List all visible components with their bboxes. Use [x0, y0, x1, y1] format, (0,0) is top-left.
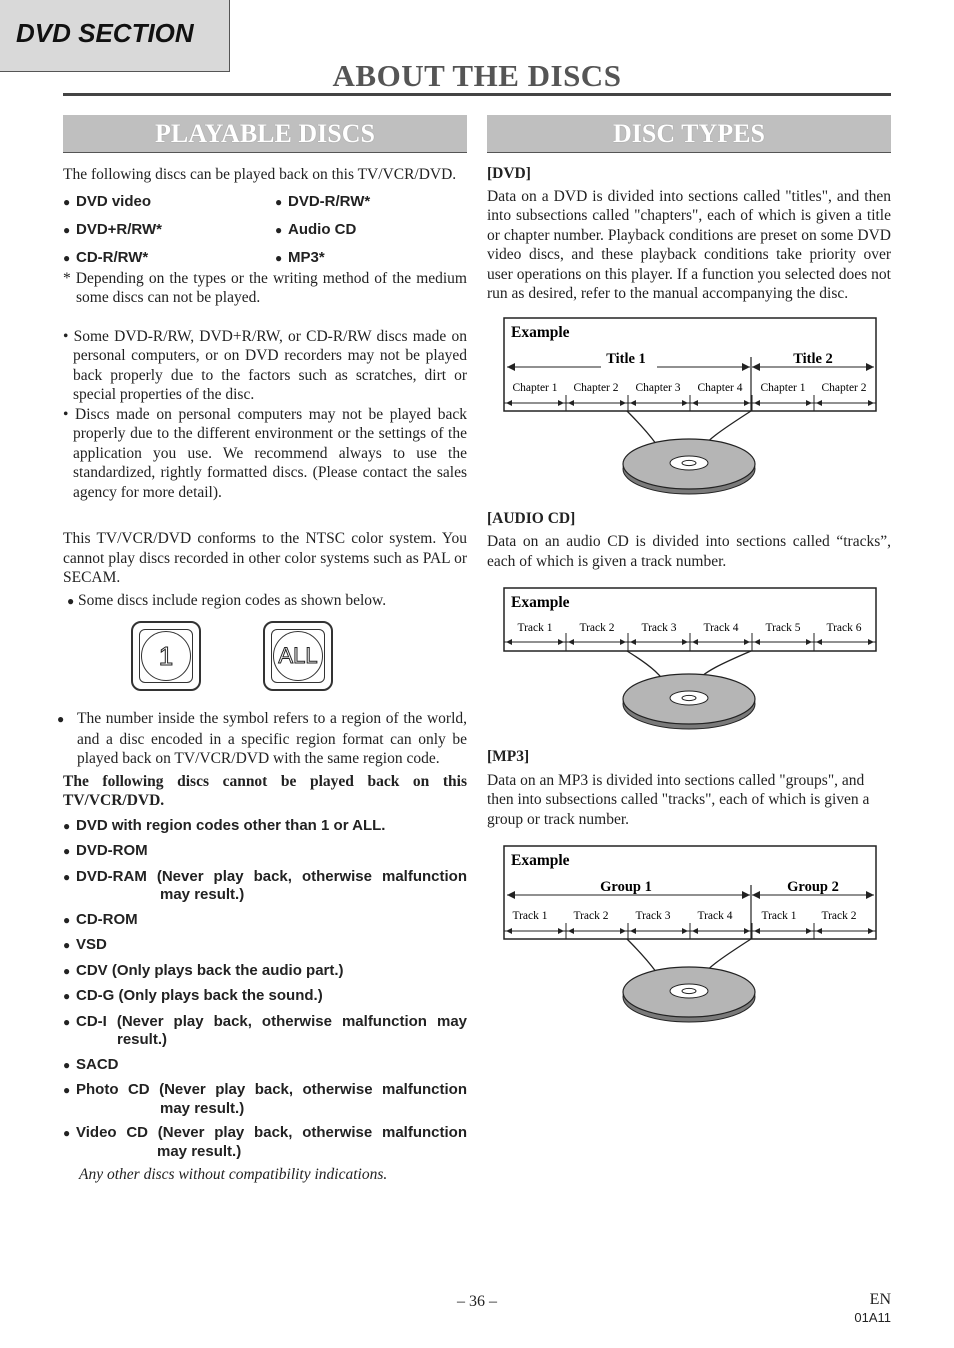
item-label: Track 2 — [573, 910, 609, 922]
cannot-list — [63, 817, 467, 1161]
item-label: Track 3 — [641, 622, 677, 634]
mp3-label: [MP3] — [487, 748, 530, 765]
page-number: – 36 – — [457, 1293, 497, 1310]
audio-paragraph: Data on an audio CD is divided into sections called “tracks”, each of which is given a track number. — [487, 533, 891, 570]
audio-example-diagram — [503, 587, 877, 737]
example-title: Example — [511, 323, 570, 341]
disc-types-banner: DISC TYPES — [487, 115, 891, 153]
group-label: Title 2 — [793, 350, 833, 367]
item-label: Track 1 — [517, 622, 553, 634]
item-label: Track 6 — [826, 622, 862, 634]
group-label: Title 1 — [606, 350, 646, 367]
section-tab-label: DVD SECTION — [16, 18, 194, 48]
list-item: ● CD-G (Only plays back the sound.) — [63, 987, 323, 1004]
asterisk-note: * Depending on the types or the writing method of the medium some discs can not be played. — [63, 269, 467, 306]
list-item: ● DVD-ROM — [63, 842, 148, 859]
example-title: Example — [511, 852, 570, 869]
list-item: ● SACD — [63, 1055, 119, 1073]
group-label: Group 1 — [600, 879, 652, 895]
item-label: Chapter 4 — [697, 381, 743, 394]
list-item: ● DVD+R/RW* — [63, 220, 162, 238]
item-label: Track 4 — [697, 910, 733, 922]
document-code: 01A11 — [854, 1310, 891, 1325]
item-label: Track 2 — [579, 622, 615, 634]
example-title: Example — [511, 594, 570, 611]
list-item: ● MP3* — [275, 248, 325, 266]
item-label: Chapter 2 — [573, 381, 619, 394]
item-label: Track 1 — [512, 910, 548, 922]
item-label: Track 4 — [703, 622, 739, 634]
list-item: ● Photo CD (Never play back, otherwise malfunction may result.) — [63, 1081, 467, 1117]
item-label: Chapter 3 — [635, 381, 681, 394]
item-label: Chapter 1 — [512, 381, 558, 394]
playable-list — [63, 192, 467, 268]
group-label: Group 2 — [787, 879, 839, 895]
list-item: ● CDV (Only plays back the audio part.) — [63, 961, 344, 979]
note-item: • Discs made on personal computers may not be played back properly due to the different environment or the settings of the application you use. We recommend always to use the standardized, rightly formatted discs. (Please contact the sales agency for more detail). — [63, 405, 467, 501]
item-label: Track 1 — [761, 910, 797, 922]
closing-note: Any other discs without compatibility indications. — [79, 1166, 388, 1183]
item-label: Chapter 2 — [821, 381, 867, 394]
playable-intro: The following discs can be played back on this TV/VCR/DVD. — [63, 166, 457, 183]
list-item: ● DVD video — [63, 192, 152, 210]
cannot-heading: The following discs cannot be played back on this TV/VCR/DVD. — [63, 772, 467, 809]
item-label: Chapter 1 — [760, 381, 806, 394]
item-label: Track 5 — [765, 622, 801, 634]
note-item: • Some DVD-R/RW, DVD+R/RW, or CD-R/RW discs made on personal computers, or on DVD recorders may not be played back properly due to the factors such as scratches, dirt or special properties of the disc. — [63, 327, 467, 403]
audio-label: [AUDIO CD] — [487, 509, 576, 527]
disc-types-column — [487, 115, 891, 1025]
dvd-paragraph: Data on a DVD is divided into sections called "titles", and then into subsections called "chapters", each of which is given a title or chapter number. Playback conditions are preset on some DVD video discs, and these playback conditions take priority over user operations on this player. If a function you selected does not run as desired, refer to the manual accompanying the disc. — [487, 187, 891, 302]
list-item: ● DVD-R/RW* — [275, 192, 371, 210]
list-item: ● Audio CD — [275, 220, 357, 238]
item-label: Track 2 — [821, 910, 857, 922]
playable-discs-column — [57, 115, 467, 1185]
list-item: ● VSD — [63, 936, 107, 953]
region-all-icon: ALL — [263, 621, 333, 691]
region-symbols — [63, 621, 467, 709]
region-1-icon: 1 — [131, 621, 201, 691]
list-item: ● DVD with region codes other than 1 or ALL. — [63, 816, 386, 834]
ntsc-paragraph: This TV/VCR/DVD conforms to the NTSC color system. You cannot play discs recorded in other color systems such as PAL or SECAM. — [63, 530, 467, 586]
title-rule — [63, 93, 891, 96]
playable-discs-banner: PLAYABLE DISCS — [63, 115, 467, 153]
dvd-label: [DVD] — [487, 165, 531, 182]
mp3-paragraph: Data on an MP3 is divided into sections called "groups", and then into subsections called "tracks", each of which is given a group or track number. — [487, 771, 870, 828]
list-item: ● Video CD (Never play back, otherwise malfunction may result.) — [63, 1124, 467, 1160]
mp3-example-diagram — [503, 845, 877, 1025]
region-intro: ● Some discs include region codes as shown below. — [67, 591, 387, 609]
dvd-example-diagram — [503, 317, 877, 497]
page-title: ABOUT THE DISCS — [332, 58, 622, 93]
list-item: ● CD-ROM — [63, 910, 138, 928]
region-note: ● The number inside the symbol refers to a region of the world, and a disc encoded in a specific region format can only be played back on TV/VCR/DVD with the same region code. — [57, 710, 467, 767]
list-item: ● DVD-RAM (Never play back, otherwise malfunction may result.) — [63, 867, 467, 903]
list-item: ● CD-R/RW* — [63, 248, 149, 266]
language-code: EN — [869, 1291, 891, 1308]
list-item: ● CD-I (Never play back, otherwise malfunction may result.) — [63, 1012, 467, 1048]
item-label: Track 3 — [635, 910, 671, 922]
